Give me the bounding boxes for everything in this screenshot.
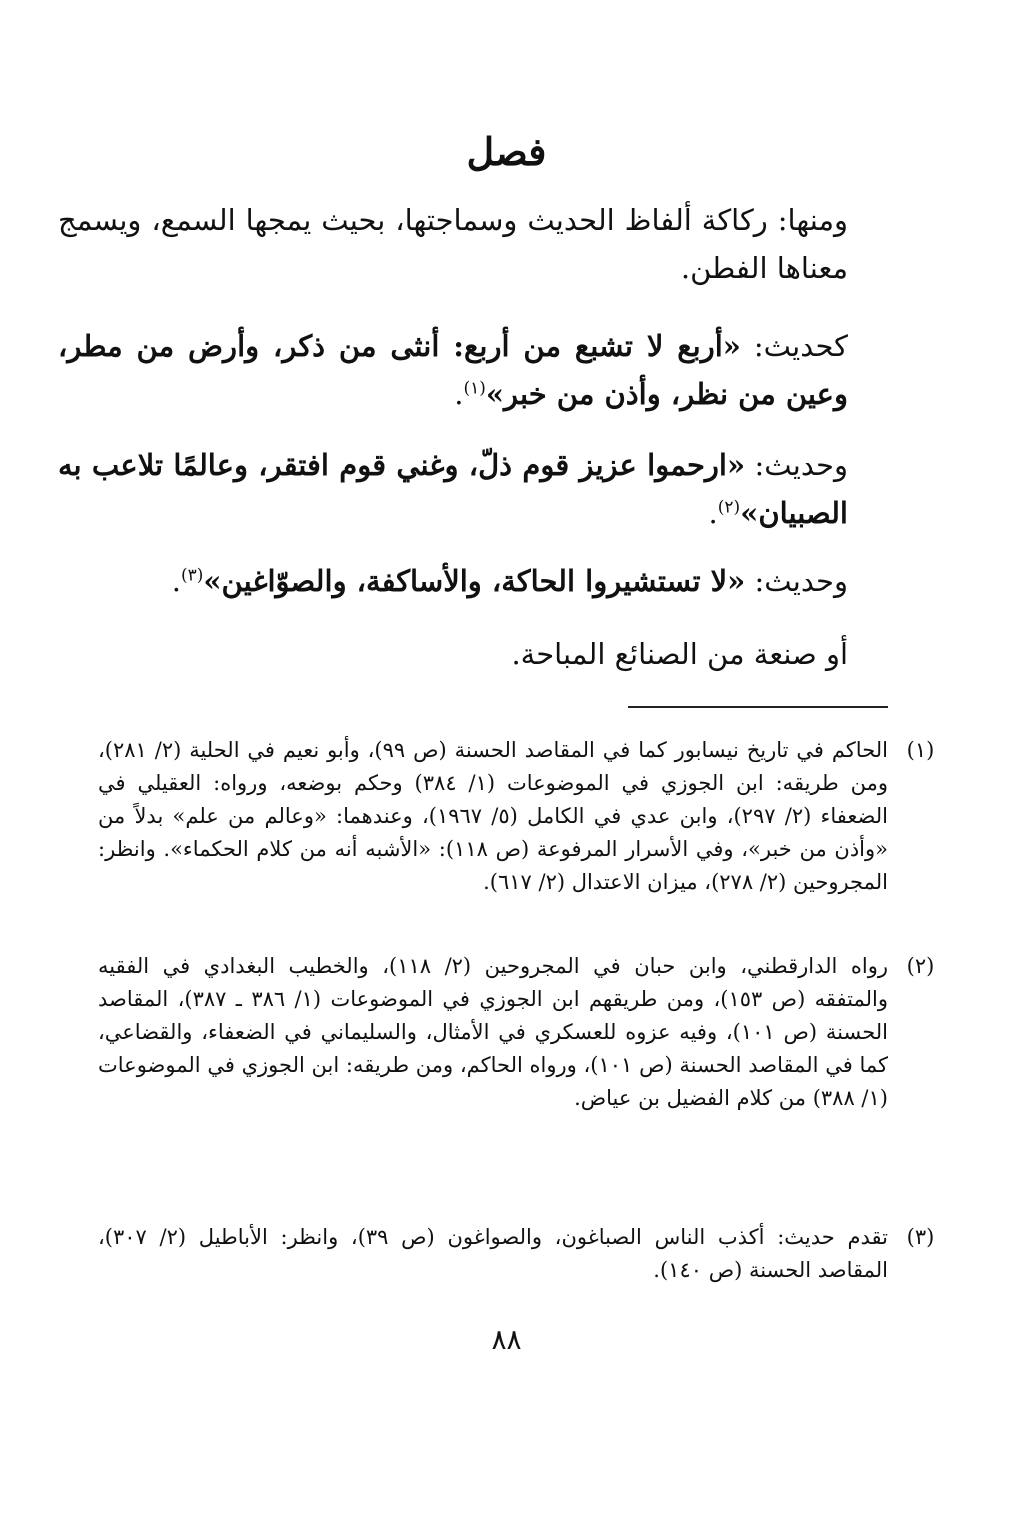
paragraph-4-intro: وحديث: <box>745 564 848 598</box>
footnote-3-number: (٣) <box>906 1225 935 1249</box>
footnote-2-text: رواه الدارقطني، وابن حبان في المجروحين (٢/ ١١٨)، والخطيب البغدادي في الفقيه والمتفقه (ص ١٥٣)، ومن طريقهم ابن الجوزي في الموضوعات (١/ ٣٨٦ ـ ٣٨٧)، المقاصد الحسنة (ص ١٠١)، وفيه عزوه للعسكري في الأمثال، والسليماني في الضعفاء، والقضاعي، كما في المقاصد الحسنة (ص ١٠١)، ورواه الحاكم، ومن طريقه: ابن الجوزي في الموضوعات (١/ ٣٨٨) من كلام الفضيل بن عياض. <box>98 954 889 1110</box>
paragraph-4 <box>58 557 888 605</box>
footnote-ref-1: (١) <box>463 378 486 399</box>
footnote-2-number: (٢) <box>906 954 935 978</box>
footnote-3-text: تقدم حديث: أكذب الناس الصباغون، والصواغون (ص ٣٩)، وانظر: الأباطيل (٢/ ٣٠٧)، المقاصد الحسنة (ص ١٤٠). <box>98 1225 888 1282</box>
hadith-quote-3: «لا تستشيروا الحاكة، والأساكفة، والصوّاغين» <box>203 564 746 598</box>
section-heading: فصل <box>466 129 547 174</box>
page-number: ٨٨ <box>491 1323 522 1356</box>
paragraph-3 <box>58 441 888 537</box>
paragraph-3-end: . <box>708 496 718 530</box>
paragraph-4-end: . <box>171 564 181 598</box>
footnote-ref-2: (٢) <box>717 497 741 518</box>
footnote-1-number: (١) <box>906 738 935 762</box>
paragraph-2-intro: كحديث: <box>740 329 848 363</box>
footnote-2 <box>98 950 935 1115</box>
paragraph-5: أو صنعة من الصنائع المباحة. <box>511 637 848 671</box>
footnote-ref-3: (٣) <box>180 565 204 586</box>
paragraph-2-end: . <box>454 377 464 411</box>
footnote-1-text: الحاكم في تاريخ نيسابور كما في المقاصد الحسنة (ص ٩٩)، وأبو نعيم في الحلية (٢/ ٢٨١)، ومن طريقه: ابن الجوزي في الموضوعات (١/ ٣٨٤) وحكم بوضعه، ورواه: العقيلي في الضعفاء (٢/ ٢٩٧)، وابن عدي في الكامل (٥/ ١٩٦٧)، وعندهما: «وعالم من علم» بدلاً من «وأذن من خبر»، وفي الأسرار المرفوعة (ص ١١٨): «الأشبه أنه من كلام الحكماء». وانظر: المجروحين (٢/ ٢٧٨)، ميزان الاعتدال (٢/ ٦١٧). <box>98 738 889 894</box>
paragraph-1: ومنها: ركاكة ألفاظ الحديث وسماجتها، بحيث يمجها السمع، ويسمج معناها الفطن. <box>58 203 848 285</box>
paragraph-2 <box>58 322 888 418</box>
hadith-quote-2: «ارحموا عزيز قوم ذلّ، وغني قوم افتقر، وعالمًا تلاعب به الصبيان» <box>58 448 848 530</box>
paragraph-3-intro: وحديث: <box>745 448 848 482</box>
hadith-quote-1: «أربع لا تشبع من أربع: أنثى من ذكر، وأرض من مطر، وعين من نظر، وأذن من خبر» <box>58 329 848 411</box>
footnote-3 <box>98 1221 935 1287</box>
footnote-1 <box>98 734 935 899</box>
footnote-separator <box>628 706 888 708</box>
